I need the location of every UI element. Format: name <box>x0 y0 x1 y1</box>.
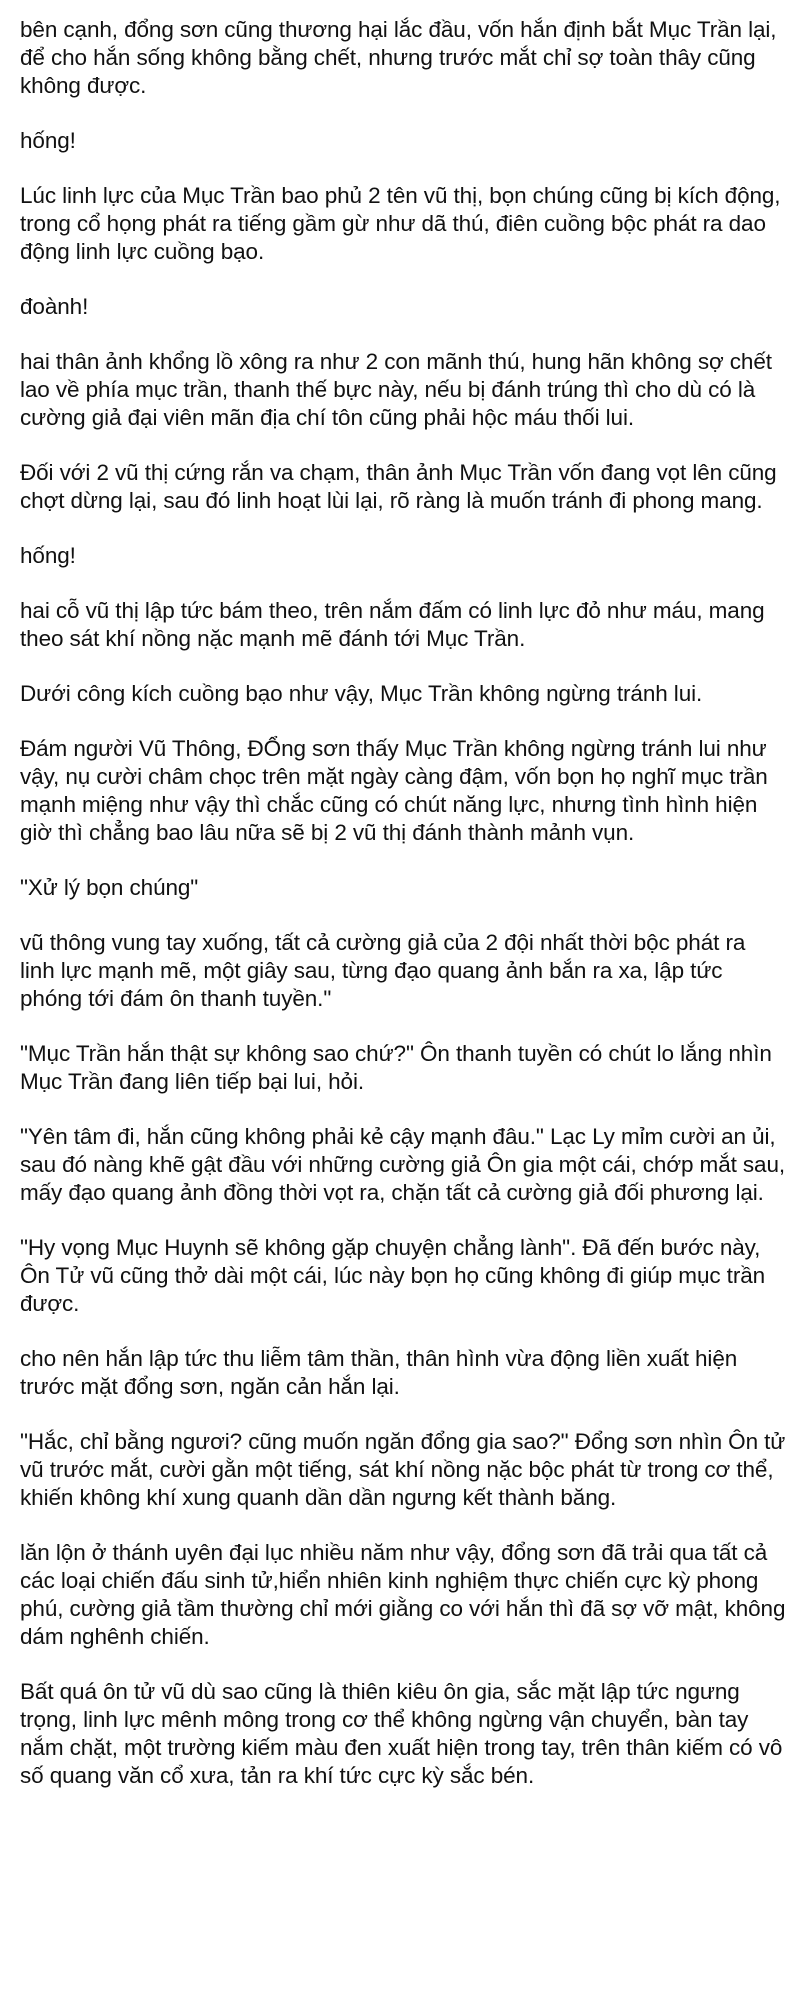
paragraph: "Hắc, chỉ bằng ngươi? cũng muốn ngăn đổng gia sao?" Đổng sơn nhìn Ôn tử vũ trước mắt, cười gằn một tiếng, sát khí nồng nặc bộc phát từ trong cơ thể, khiến không khí xung quanh dần dần ngưng kết thành băng. <box>20 1429 786 1510</box>
paragraph: Lúc linh lực của Mục Trần bao phủ 2 tên vũ thị, bọn chúng cũng bị kích động, trong cổ họng phát ra tiếng gầm gừ như dã thú, điên cuồng bộc phát ra dao động linh lực cuồng bạo. <box>20 183 781 264</box>
paragraph: "Xử lý bọn chúng" <box>20 875 199 900</box>
paragraph: cho nên hắn lập tức thu liễm tâm thần, thân hình vừa động liền xuất hiện trước mặt đổng sơn, ngăn cản hắn lại. <box>20 1346 738 1399</box>
paragraph: lăn lộn ở thánh uyên đại lục nhiều năm như vậy, đổng sơn đã trải qua tất cả các loại chiến đấu sinh tử,hiển nhiên kinh nghiệm thực chiến cực kỳ phong phú, cường giả tầm thường chỉ mới giằng co với hắn thì đã sợ vỡ mật, không dám nghênh chiến. <box>20 1540 786 1649</box>
paragraph: "Mục Trần hắn thật sự không sao chứ?" Ôn thanh tuyền có chút lo lắng nhìn Mục Trần đang liên tiếp bại lui, hỏi. <box>20 1041 772 1094</box>
paragraph: hai thân ảnh khổng lồ xông ra như 2 con mãnh thú, hung hãn không sợ chết lao về phía mục trần, thanh thế bực này, nếu bị đánh trúng thì cho dù có là cường giả đại viên mãn địa chí tôn cũng phải hộc máu thối lui. <box>20 349 772 430</box>
paragraph: Đám người Vũ Thông, ĐỔng sơn thấy Mục Trần không ngừng tránh lui như vậy, nụ cười châm chọc trên mặt ngày càng đậm, vốn bọn họ nghĩ mục trần mạnh miệng như vậy thì chắc cũng có chút năng lực, nhưng tình hình hiện giờ thì chẳng bao lâu nữa sẽ bị 2 vũ thị đánh thành mảnh vụn. <box>20 736 768 845</box>
paragraph: bên cạnh, đổng sơn cũng thương hại lắc đầu, vốn hắn định bắt Mục Trần lại, để cho hắn sống không bằng chết, nhưng trước mắt chỉ sợ toàn thây cũng không được. <box>20 17 777 98</box>
paragraph: Bất quá ôn tử vũ dù sao cũng là thiên kiêu ôn gia, sắc mặt lập tức ngưng trọng, linh lực mênh mông trong cơ thể không ngừng vận chuyển, bàn tay nắm chặt, một trường kiếm màu đen xuất hiện trong tay, trên thân kiếm có vô số quang văn cổ xưa, tản ra khí tức cực kỳ sắc bén. <box>20 1679 783 1788</box>
paragraph: "Yên tâm đi, hắn cũng không phải kẻ cậy mạnh đâu." Lạc Ly mỉm cười an ủi, sau đó nàng khẽ gật đầu với những cường giả Ôn gia một cái, chớp mắt sau, mấy đạo quang ảnh đồng thời vọt ra, chặn tất cả cường giả đối phương lại. <box>20 1124 786 1205</box>
paragraph: đoành! <box>20 294 89 319</box>
paragraph: vũ thông vung tay xuống, tất cả cường giả của 2 đội nhất thời bộc phát ra linh lực mạnh mẽ, một giây sau, từng đạo quang ảnh bắn ra xa, lập tức phóng tới đám ôn thanh tuyền." <box>20 930 746 1011</box>
paragraph: hống! <box>20 128 76 153</box>
paragraph: Đối với 2 vũ thị cứng rắn va chạm, thân ảnh Mục Trần vốn đang vọt lên cũng chợt dừng lại, sau đó linh hoạt lùi lại, rõ ràng là muốn tránh đi phong mang. <box>20 460 777 513</box>
paragraph: hống! <box>20 543 76 568</box>
paragraph: "Hy vọng Mục Huynh sẽ không gặp chuyện chẳng lành". Đã đến bước này, Ôn Tử vũ cũng thở dài một cái, lúc này bọn họ cũng không đi giúp mục trần được. <box>20 1235 766 1316</box>
paragraph: hai cỗ vũ thị lập tức bám theo, trên nắm đấm có linh lực đỏ như máu, mang theo sát khí nồng nặc mạnh mẽ đánh tới Mục Trần. <box>20 598 765 651</box>
paragraph: Dưới công kích cuồng bạo như vậy, Mục Trần không ngừng tránh lui. <box>20 681 703 706</box>
